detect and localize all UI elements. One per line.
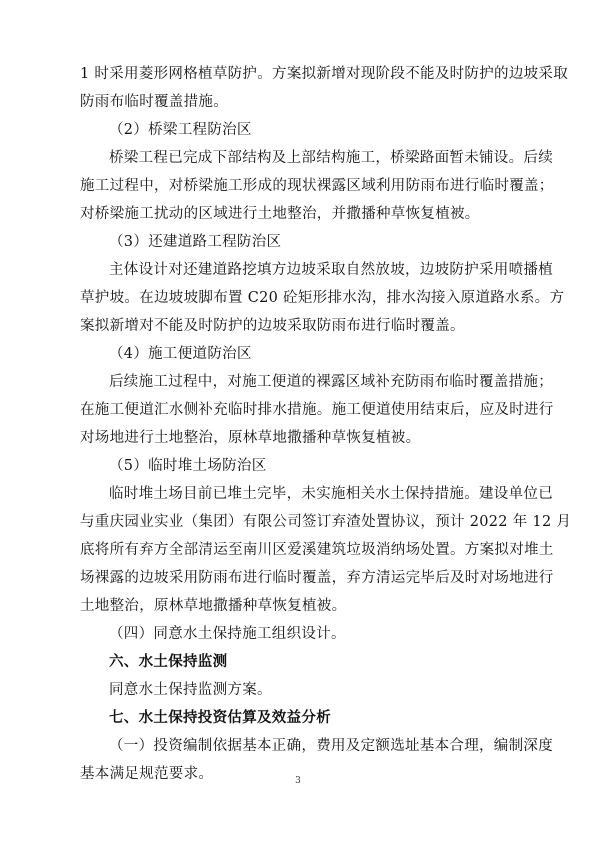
text-line: 主体设计对还建道路挖填方边坡采取自然放坡，边坡防护采用喷播植 (109, 262, 553, 278)
paragraph (80, 60, 569, 116)
text-line: （四）同意水土保持施工组织设计。 (109, 626, 346, 642)
text-line: （3）还建道路工程防治区 (109, 234, 282, 250)
text-line: （2）桥梁工程防治区 (109, 122, 252, 138)
text-line: 对桥梁施工扰动的区域进行土地整治，并撒播种草恢复植被。 (80, 206, 480, 222)
paragraph (80, 256, 565, 340)
paragraph (80, 116, 542, 144)
text-line: 对场地进行土地整治，原林草地撒播种草恢复植被。 (80, 430, 421, 446)
section-heading (80, 648, 542, 676)
text-line: 草护坡。在边坡坡脚布置 C20 砼矩形排水沟，排水沟接入原道路水系。方 (80, 290, 565, 306)
paragraph (80, 676, 542, 704)
paragraph (80, 368, 554, 452)
text-line: 在施工便道汇水侧补充临时排水措施。施工便道使用结束后，应及时进行 (80, 402, 554, 418)
paragraph (80, 480, 572, 620)
paragraph (80, 340, 542, 368)
text-line: 1 时采用菱形网格植草防护。方案拟新增对现阶段不能及时防护的边坡采取 (80, 66, 569, 82)
paragraph (80, 228, 542, 256)
text-line: 与重庆园业实业（集团）有限公司签订弃渣处置协议，预计 2022 年 12 月 (80, 514, 572, 530)
paragraph (80, 452, 542, 480)
text-line: 基本满足规范要求。 (80, 766, 214, 782)
text-line: 同意水土保持监测方案。 (109, 682, 272, 698)
text-line: 桥梁工程已完成下部结构及上部结构施工，桥梁路面暂未铺设。后续 (109, 150, 553, 166)
text-line: 七、水土保持投资估算及效益分析 (109, 710, 331, 726)
page-number: 3 (295, 776, 301, 786)
paragraph (80, 620, 542, 648)
text-line: 施工过程中，对桥梁施工形成的现状裸露区域利用防雨布进行临时覆盖； (80, 178, 554, 194)
text-line: （5）临时堆土场防治区 (109, 458, 267, 474)
paragraph (80, 144, 554, 228)
text-line: （4）施工便道防治区 (109, 346, 252, 362)
text-line: 案拟新增对不能及时防护的边坡采取防雨布进行临时覆盖。 (80, 318, 465, 334)
text-line: 临时堆土场目前已堆土完毕，未实施相关水土保持措施。建设单位已 (109, 486, 553, 502)
text-line: 场裸露的边坡采用防雨布进行临时覆盖，弃方清运完毕后及时对场地进行 (80, 570, 554, 586)
section-heading (80, 704, 542, 732)
text-line: 六、水土保持监测 (109, 654, 228, 670)
text-line: 防雨布临时覆盖措施。 (80, 94, 228, 110)
text-line: 后续施工过程中，对施工便道的裸露区域补充防雨布临时覆盖措施； (109, 374, 553, 390)
text-line: 土地整治，原林草地撒播种草恢复植被。 (80, 598, 347, 614)
text-line: 底将所有弃方全部清运至南川区爱溪建筑垃圾消纳场处置。方案拟对堆土 (80, 542, 554, 558)
document-body (80, 60, 572, 788)
text-line: （一）投资编制依据基本正确，费用及定额选址基本合理，编制深度 (109, 738, 553, 754)
